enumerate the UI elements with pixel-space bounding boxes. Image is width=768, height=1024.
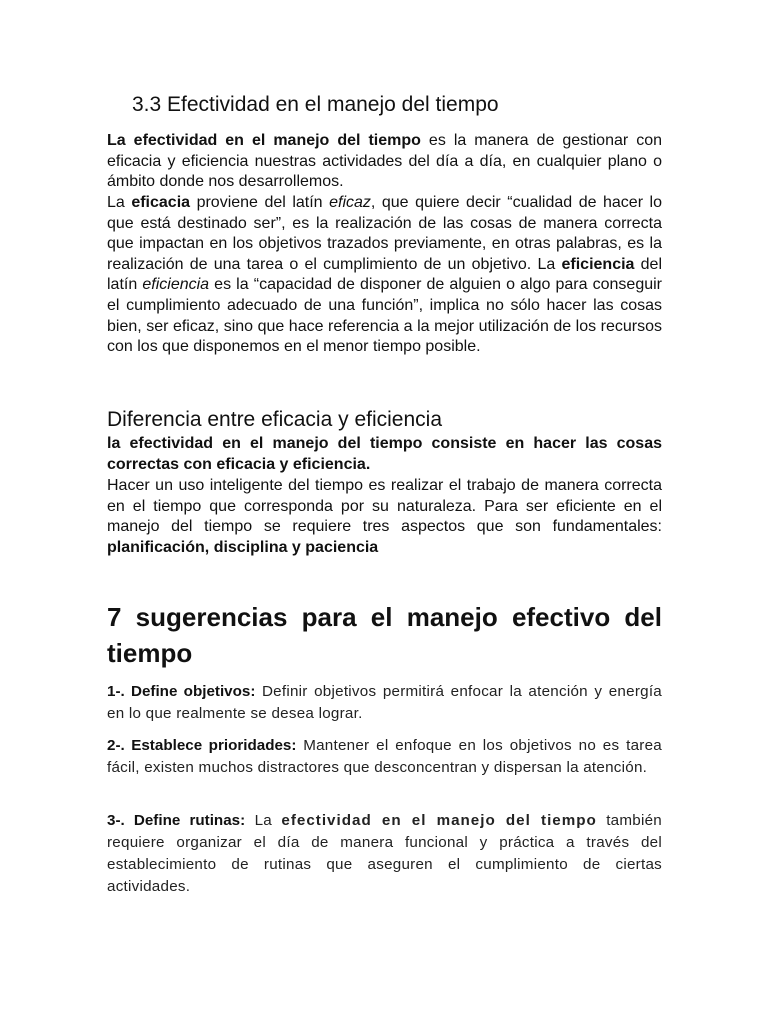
suggestion-item-2	[107, 735, 662, 779]
difference-bold-paragraph	[107, 434, 662, 475]
text-fragment: , que quiere decir “cualidad de hacer lo que está destinado ser”, es la realización de las cosas de manera correcta que impactan en los objetivos trazados previamente, en otras palabras, es la realización de una tarea o el cumplimiento de un objetivo. La	[107, 194, 663, 273]
suggestion-item-3	[107, 810, 662, 898]
suggestion-text: La	[245, 812, 282, 829]
suggestion-text: también requiere organizar el día de manera funcional y práctica a través del establecimiento de rutinas que aseguren el cumplimiento de ciertas actividades.	[107, 812, 662, 895]
suggestion-text: Mantener el enfoque en los objetivos no es tarea fácil, existen muchos distractores que desconcentran y dispersan la atención.	[107, 737, 662, 776]
efficiency-term: eficiencia	[561, 255, 635, 273]
text-fragment: La	[107, 194, 132, 211]
difference-text: Hacer un uso inteligente del tiempo es realizar el trabajo de manera correcta en el tiempo que corresponda por su naturaleza. Para ser eficiente en el manejo del tiempo se requiere tres aspectos que son fundamentales:	[107, 477, 662, 536]
three-aspects-text: planificación, disciplina y paciencia	[107, 538, 379, 556]
text-fragment: proviene del latín	[190, 194, 330, 211]
suggestion-bold-term: efectividad en el manejo del tiempo	[281, 812, 597, 829]
difference-paragraph	[107, 476, 662, 558]
effectiveness-term: La efectividad en el manejo del tiempo	[107, 132, 421, 149]
suggestions-heading	[107, 599, 662, 671]
efficacy-term: eficacia	[131, 194, 191, 211]
difference-bold-text: la efectividad en el manejo del tiempo consiste en hacer las cosas correctas con eficacia y eficiencia.	[107, 435, 662, 473]
effectiveness-definition-text: es la manera de gestionar con eficacia y eficiencia nuestras actividades del día a día, en cualquier plano o ámbito donde nos desarrollemos.	[107, 132, 663, 191]
difference-heading: Diferencia entre eficacia y eficiencia	[107, 408, 442, 431]
suggestions-heading-line-2: tiempo	[107, 638, 193, 668]
section-3-3-heading: 3.3 Efectividad en el manejo del tiempo	[132, 93, 499, 116]
efficacy-efficiency-paragraph	[107, 193, 662, 358]
eficiencia-latin-term: eficiencia	[142, 276, 210, 294]
suggestion-text: Definir objetivos permitirá enfocar la atención y energía en lo que realmente se desea lograr.	[107, 683, 662, 722]
text-fragment: del latín	[107, 255, 663, 294]
suggestions-heading-line-1: 7 sugerencias para el manejo efectivo del	[107, 602, 662, 632]
effectiveness-definition-paragraph	[107, 131, 662, 193]
suggestion-label: 2-. Establece prioridades:	[107, 737, 297, 754]
text-fragment: es la “capacidad de disponer de alguien o algo para conseguir el cumplimiento adecuado de una función”, implica no sólo hacer las cosas bien, ser eficaz, sino que hace referencia a la mejor utilización de los recursos con los que disponemos en el menor tiempo posible.	[107, 276, 663, 356]
suggestion-label: 1-. Define objetivos:	[107, 683, 256, 700]
eficaz-latin-term: eficaz	[329, 194, 371, 211]
suggestion-item-1	[107, 681, 662, 725]
suggestion-label: 3-. Define rutinas:	[107, 812, 246, 829]
